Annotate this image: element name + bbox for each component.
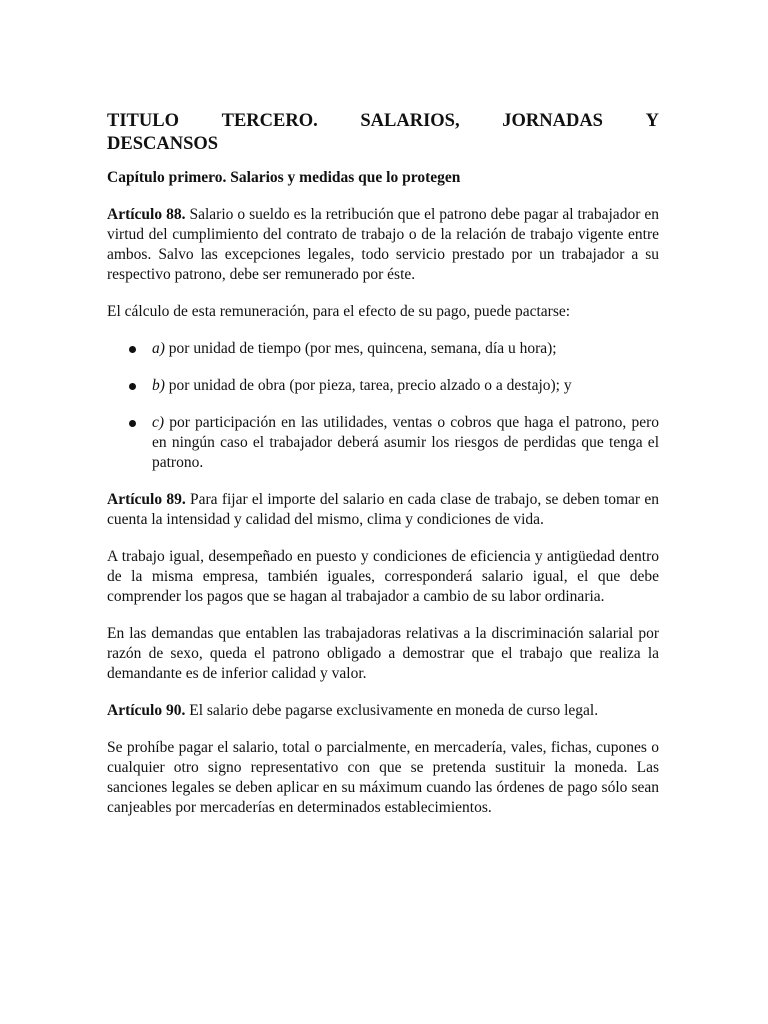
bullet-icon [129, 346, 136, 353]
chapter-heading: Capítulo primero. Salarios y medidas que lo protegen [107, 169, 461, 186]
title-word: TITULO [107, 111, 179, 131]
sex-discrimination-paragraph: En las demandas que entablen las trabajadoras relativas a la discriminación salarial por razón de sexo, queda el patrono obligado a demostrar que el trabajo que realiza la demandante es de inferior calidad y valor. [107, 625, 659, 682]
article-90-text: El salario debe pagarse exclusivamente en moneda de curso legal. [185, 702, 599, 719]
title-word: TERCERO. [221, 111, 318, 131]
title-line-1 [107, 110, 659, 133]
list-item-letter: c) [152, 414, 165, 431]
document-page [107, 110, 659, 835]
payment-methods-list [107, 339, 659, 473]
article-89-label: Artículo 89. [107, 491, 186, 508]
bullet-icon [129, 420, 136, 427]
article-90-label: Artículo 90. [107, 702, 186, 719]
list-item-letter: a) [152, 340, 165, 357]
article-90-paragraph [107, 701, 659, 721]
article-88-label: Artículo 88. [107, 206, 186, 223]
prohibition-paragraph: Se prohíbe pagar el salario, total o parcialmente, en mercadería, vales, fichas, cupones o cualquier otro signo representativo con que se pretenda sustituir la moneda. Las sanciones legales se deben aplicar en su máximum cuando las órdenes de pago sólo sean canjeables por mercaderías en determinados establecimientos. [107, 739, 659, 816]
title-word: Y [645, 111, 659, 131]
article-89-paragraph [107, 490, 659, 530]
list-item [107, 413, 659, 473]
list-item [107, 339, 659, 359]
list-item [107, 376, 659, 396]
list-item-letter: b) [152, 377, 165, 394]
title-word: JORNADAS [502, 111, 603, 131]
article-89-text: Para fijar el importe del salario en cada clase de trabajo, se deben tomar en cuenta la intensidad y calidad del mismo, clima y condiciones de vida. [107, 491, 659, 528]
list-item-text: por participación en las utilidades, ventas o cobros que haga el patrono, pero en ningún caso el trabajador deberá asumir los riesgos de perdidas que tenga el patrono. [152, 414, 659, 471]
calculation-intro-paragraph: El cálculo de esta remuneración, para el efecto de su pago, puede pactarse: [107, 303, 571, 320]
article-88-text: Salario o sueldo es la retribución que el patrono debe pagar al trabajador en virtud del cumplimiento del contrato de trabajo o de la relación de trabajo vigente entre ambos. Salvo las excepciones legales, todo servicio prestado por un trabajador a su respectivo patrono, debe ser remunerado por éste. [107, 206, 659, 283]
article-88-paragraph [107, 205, 659, 285]
title-word: SALARIOS, [360, 111, 460, 131]
list-item-text: por unidad de obra (por pieza, tarea, precio alzado o a destajo); y [164, 377, 572, 394]
title-heading [107, 110, 659, 156]
title-line-2: DESCANSOS [107, 134, 219, 154]
equal-work-paragraph: A trabajo igual, desempeñado en puesto y condiciones de eficiencia y antigüedad dentro de la misma empresa, también iguales, corresponderá salario igual, el que debe comprender los pagos que se hagan al trabajador a cambio de su labor ordinaria. [107, 548, 659, 605]
bullet-icon [129, 383, 136, 390]
list-item-text: por unidad de tiempo (por mes, quincena, semana, día u hora); [164, 340, 557, 357]
